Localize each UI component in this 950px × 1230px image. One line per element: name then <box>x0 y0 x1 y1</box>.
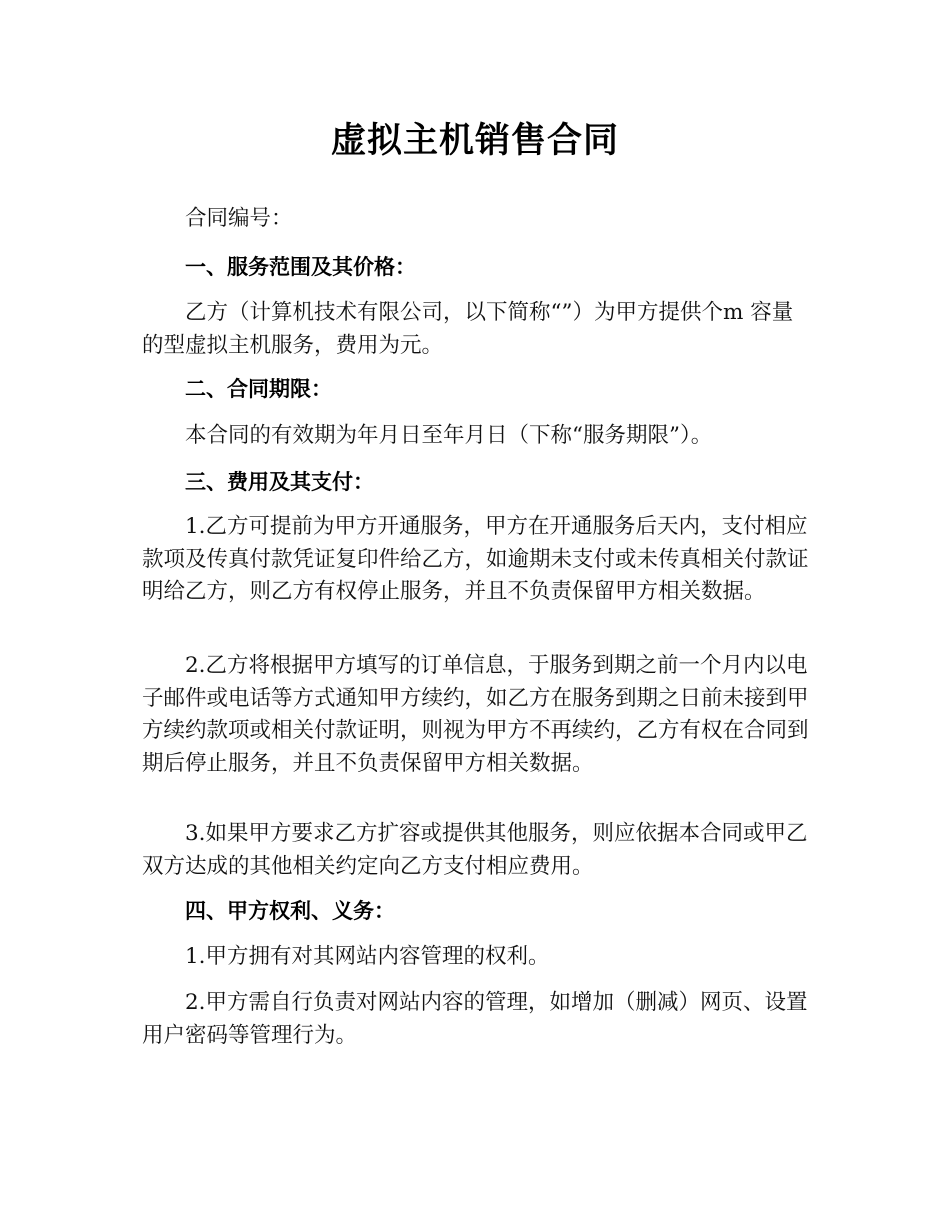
section-1-body: 乙方（计算机技术有限公司，以下简称“”）为甲方提供个m 容量的型虚拟主机服务，费用为元。 <box>142 300 794 358</box>
section-4-item-1: 1.甲方拥有对其网站内容管理的权利。 <box>185 944 550 969</box>
section-3-item-1: 1.乙方可提前为甲方开通服务，甲方在开通服务后天内，支付相应款项及传真付款凭证复印件给乙方，如逾期未支付或未传真相关付款证明给乙方，则乙方有权停止服务，并且不负责保留甲方相关数据。 <box>142 514 809 604</box>
section-4-heading: 四、甲方权利、义务： <box>185 899 395 923</box>
section-3-item-3: 3.如果甲方要求乙方扩容或提供其他服务，则应依据本合同或甲乙双方达成的其他相关约定向乙方支付相应费用。 <box>142 821 808 879</box>
section-4-item-2: 2.甲方需自行负责对网站内容的管理，如增加（删减）网页、设置用户密码等管理行为。 <box>142 990 808 1048</box>
contract-number-label: 合同编号： <box>185 206 293 231</box>
document-title: 虚拟主机销售合同 <box>330 121 619 161</box>
section-2-heading: 二、合同期限： <box>185 377 332 401</box>
section-2-body: 本合同的有效期为年月日至年月日（下称“服务期限”）。 <box>185 423 713 448</box>
section-3-item-2: 2.乙方将根据甲方填写的订单信息，于服务到期之前一个月内以电子邮件或电话等方式通知甲方续约，如乙方在服务到期之日前未接到甲方续约款项或相关付款证明，则视为甲方不再续约，乙方有权在合同到期后停止服务，并且不负责保留甲方相关数据。 <box>142 653 809 776</box>
section-3-heading: 三、费用及其支付： <box>185 470 374 494</box>
section-1-heading: 一、服务范围及其价格： <box>185 255 416 279</box>
